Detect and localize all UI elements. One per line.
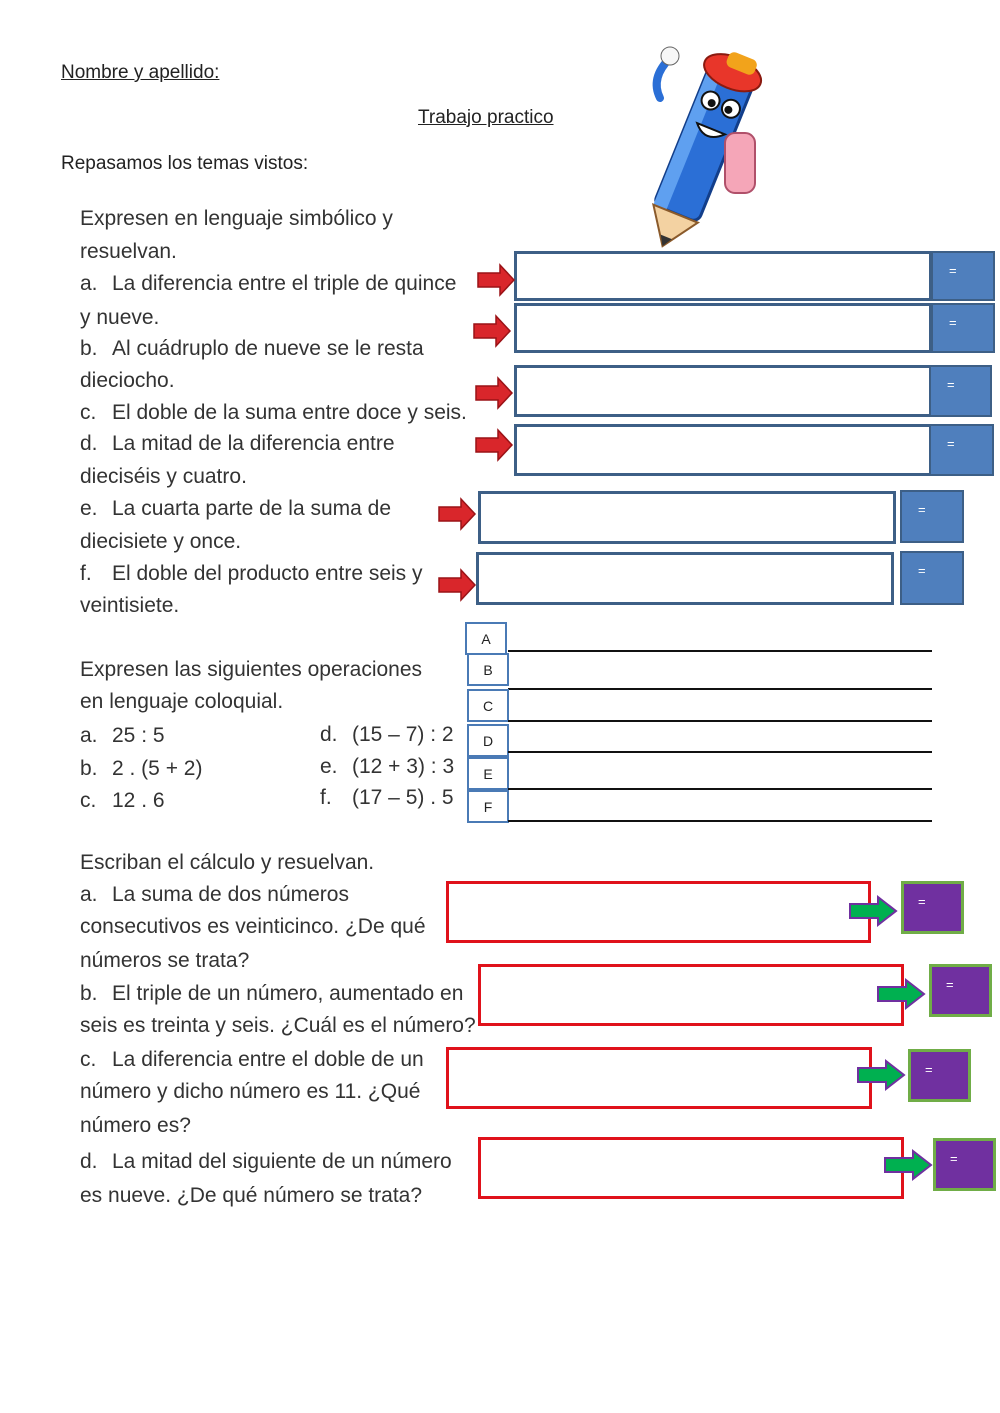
section1-heading-line2: resuelvan. [80, 240, 177, 263]
s1-item-d: d. La mitad de la diferencia entre [80, 432, 395, 455]
s3-item-a-cont2: números se trata? [80, 949, 250, 972]
op-b: b. 2 . (5 + 2) [80, 757, 203, 780]
calc-input-b[interactable] [478, 964, 904, 1026]
calc-result-d[interactable]: = [933, 1138, 996, 1191]
answer-input-a[interactable] [514, 251, 932, 301]
answer-tag-a: A [465, 622, 507, 655]
answer-tag-e: E [467, 757, 509, 790]
result-input-b[interactable]: = [931, 303, 995, 353]
arrow-right-icon [848, 896, 898, 926]
arrow-right-icon [856, 1060, 906, 1090]
answer-tag-d: D [467, 724, 509, 757]
s3-item-d: d. La mitad del siguiente de un número [80, 1150, 452, 1173]
answer-line-d[interactable] [508, 751, 932, 753]
intro-text: Repasamos los temas vistos: [61, 153, 309, 174]
section2-heading-line2: en lenguaje coloquial. [80, 690, 284, 713]
op-e: e. (12 + 3) : 3 [320, 755, 455, 778]
calc-input-c[interactable] [446, 1047, 872, 1109]
answer-tag-b: B [467, 653, 509, 686]
section2-heading-line1: Expresen las siguientes operaciones [80, 658, 423, 681]
answer-input-c[interactable] [514, 365, 932, 417]
s3-item-a: a. La suma de dos números [80, 883, 349, 906]
answer-line-b[interactable] [508, 688, 932, 690]
s3-item-c-cont1: número y dicho número es 11. ¿Qué [80, 1080, 421, 1103]
arrow-right-icon [883, 1150, 933, 1180]
op-a: a. 25 : 5 [80, 724, 165, 747]
s1-item-f: f. El doble del producto entre seis y [80, 562, 423, 585]
s3-item-b: b. El triple de un número, aumentado en [80, 982, 464, 1005]
section1-heading-line1: Expresen en lenguaje simbólico y [80, 207, 393, 230]
op-f: f. (17 – 5) . 5 [320, 786, 454, 809]
s3-item-d-cont: es nueve. ¿De qué número se trata? [80, 1184, 423, 1207]
section3-heading: Escriban el cálculo y resuelvan. [80, 851, 375, 874]
page-title: Trabajo practico [418, 107, 554, 128]
arrow-right-icon [876, 979, 926, 1009]
s3-item-c: c. La diferencia entre el doble de un [80, 1048, 424, 1071]
arrow-right-icon [476, 264, 516, 296]
s1-item-a-cont: y nueve. [80, 306, 160, 329]
result-input-f[interactable]: = [900, 551, 964, 605]
s1-item-a: a. La diferencia entre el triple de quince [80, 272, 457, 295]
calc-result-a[interactable]: = [901, 881, 964, 934]
s1-item-b: b. Al cuádruplo de nueve se le resta [80, 337, 424, 360]
op-d: d. (15 – 7) : 2 [320, 723, 454, 746]
calc-input-a[interactable] [446, 881, 871, 943]
arrow-right-icon [437, 569, 477, 601]
calc-result-c[interactable]: = [908, 1049, 971, 1102]
answer-input-d[interactable] [514, 424, 932, 476]
s3-item-c-cont2: número es? [80, 1114, 191, 1137]
calc-result-b[interactable]: = [929, 964, 992, 1017]
s1-item-e-cont: diecisiete y once. [80, 530, 242, 553]
s1-item-e: e. La cuarta parte de la suma de [80, 497, 392, 520]
arrow-right-icon [472, 315, 512, 347]
arrow-right-icon [437, 498, 477, 530]
result-input-e[interactable]: = [900, 490, 964, 543]
arrow-right-icon [474, 429, 514, 461]
answer-tag-f: F [467, 790, 509, 823]
answer-tag-c: C [467, 689, 509, 722]
s3-item-b-cont: seis es treinta y seis. ¿Cuál es el número? [80, 1014, 476, 1037]
result-input-d[interactable]: = [929, 424, 994, 476]
arrow-right-icon [474, 377, 514, 409]
result-input-c[interactable]: = [929, 365, 992, 417]
answer-line-f[interactable] [508, 820, 932, 822]
s1-item-f-cont: veintisiete. [80, 594, 180, 617]
result-input-a[interactable]: = [931, 251, 995, 301]
pencil-mascot-icon [630, 38, 770, 253]
answer-input-b[interactable] [514, 303, 932, 353]
answer-input-f[interactable] [476, 552, 894, 605]
calc-input-d[interactable] [478, 1137, 904, 1199]
answer-line-c[interactable] [508, 720, 932, 722]
answer-line-e[interactable] [508, 788, 932, 790]
answer-input-e[interactable] [478, 491, 896, 544]
op-c: c. 12 . 6 [80, 789, 165, 812]
s1-item-b-cont: dieciocho. [80, 369, 175, 392]
s3-item-a-cont1: consecutivos es veinticinco. ¿De qué [80, 915, 426, 938]
answer-line-a[interactable] [508, 650, 932, 652]
s1-item-d-cont: dieciséis y cuatro. [80, 465, 247, 488]
name-label: Nombre y apellido: [61, 62, 220, 83]
s1-item-c: c. El doble de la suma entre doce y seis. [80, 401, 467, 424]
